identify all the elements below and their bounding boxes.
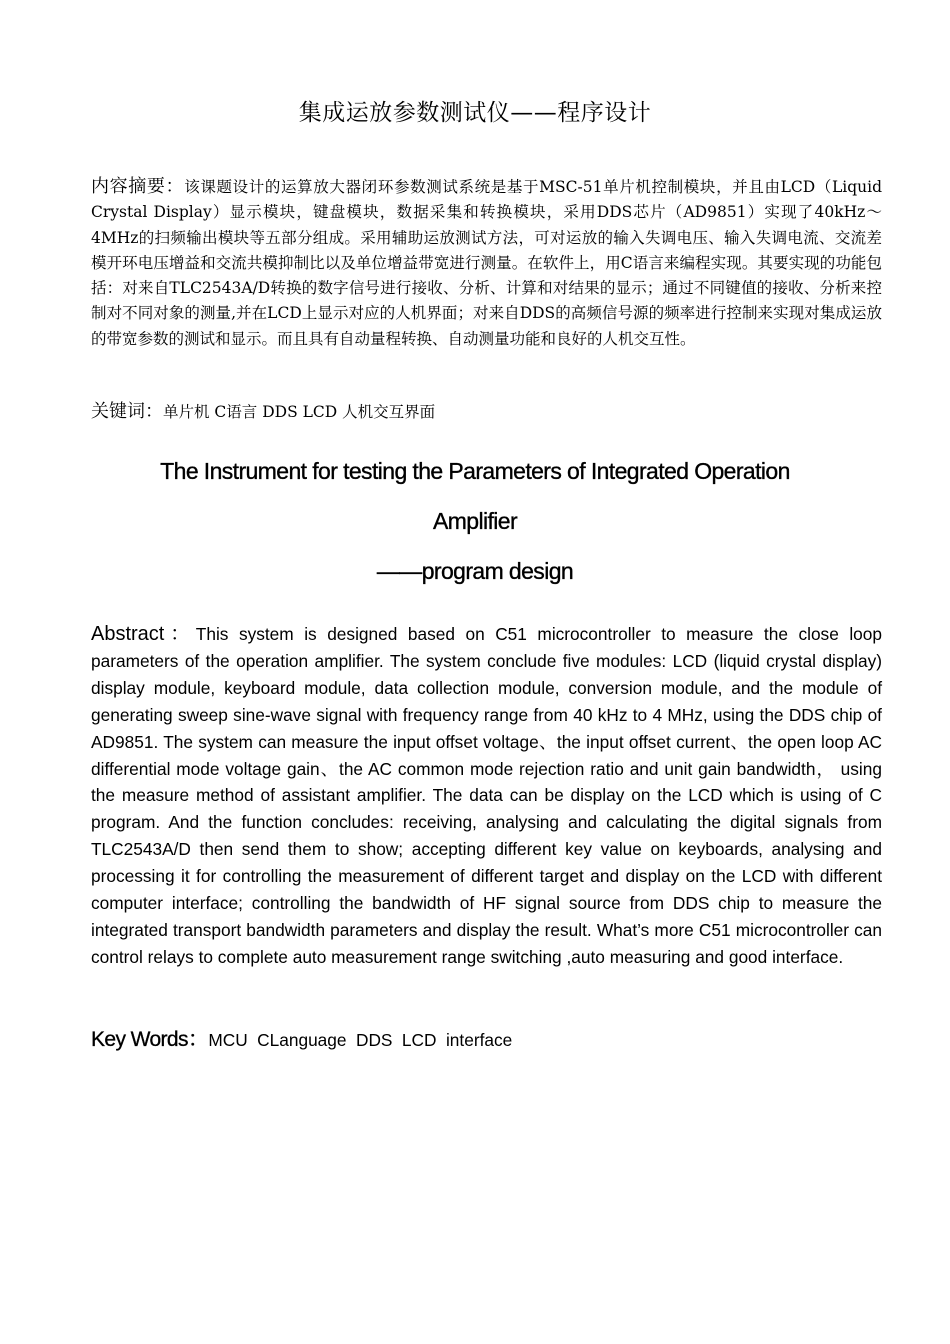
keyword: interface <box>445 1030 513 1050</box>
chinese-title: 集成运放参数测试仪——程序设计 <box>298 100 652 126</box>
chinese-keywords-text: 单片机 C语言 DDS LCD 人机交互界面 <box>163 403 436 421</box>
chinese-abstract-label: 内容摘要： <box>91 176 185 197</box>
english-title-line-2: Amplifier <box>432 508 518 534</box>
keyword: CLanguage <box>257 1030 347 1050</box>
english-keywords-label: Key Words： <box>91 1028 209 1051</box>
chinese-keywords-label: 关键词： <box>91 401 163 422</box>
chinese-abstract-text: 该课题设计的运算放大器闭环参数测试系统是基于MSC-51单片机控制模块，并且由LCD（Liquid Crystal Display）显示模块，键盘模块，数据采集和转换模块，采用DDS芯片（AD9851）实现了40kHz～4MHz的扫频输出模块等五部分组成。采用辅助运放测试方法，可对运放的输入失调电压、输入失调电流、交流差模开环电压增益和交流共模抑制比以及单位增益带宽进行测量。在软件上，用C语言来编程实现。其要实现的功能包括：对来自TLC2543A/D转换的数字信号进行接收、分析、计算和对结果的显示；通过不同键值的接收、分析来控制对不同对象的测量,并在LCD上显示对应的人机界面；对来自DDS的高频信号源的频率进行控制来实现对集成运放的带宽参数的测试和显示。而且具有自动量程转换、自动测量功能和良好的人机交互性。 <box>91 178 882 348</box>
chinese-abstract <box>91 174 882 352</box>
english-keywords <box>91 1026 882 1055</box>
chinese-keywords <box>91 399 882 425</box>
keyword: DDS <box>355 1030 393 1050</box>
english-title-line-1: The Instrument for testing the Parameters of Integrated Operation <box>160 458 790 484</box>
english-abstract-text: This system is designed based on C51 microcontroller to measure the close loop parameters of the operation amplifier. The system conclude five modules: LCD (liquid crystal display) display module, keyboard module, data collection module, conversion module, and the module of generating sweep sine-wave signal with frequency range from 40 kHz to 4 MHz, using the DDS chip of AD9851. The system can measure the input offset voltage、the input offset current、the open loop AC differential mode voltage gain、the AC common mode rejection ratio and unit gain bandwidth， using the measure method of assistant amplifier. The data can be display on the LCD which is using of C program. And the function concludes: receiving, analysing and calculating the digital signals from TLC2543A/D then send them to show; accepting different key value on keyboards, analysing and processing it for controlling the measurement of different target and display on the LCD with different computer interface; controlling the bandwidth of HF signal source from DDS chip to measure the integrated transport bandwidth parameters and display the result. What’s more C51 microcontroller can control relays to complete auto measurement range switching ,auto measuring and good interface. <box>91 624 882 967</box>
english-subtitle: ——program design <box>376 558 574 584</box>
english-abstract-label: Abstract： <box>91 623 196 645</box>
keyword: LCD <box>401 1030 437 1050</box>
keyword: MCU <box>208 1030 248 1050</box>
english-abstract <box>91 621 882 971</box>
